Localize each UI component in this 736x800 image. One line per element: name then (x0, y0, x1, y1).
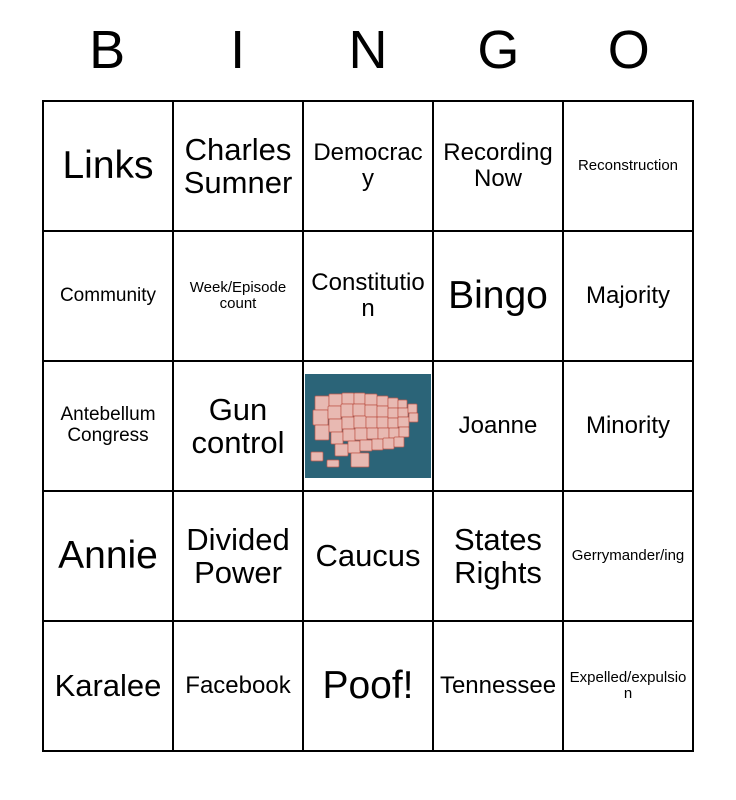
bingo-cell-label: Expelled/expulsion (569, 668, 687, 702)
bingo-cell[interactable] (174, 492, 304, 622)
bingo-cell-free[interactable] (434, 232, 564, 362)
header-letter-b: B (89, 20, 126, 80)
bingo-cell-label: Community (59, 284, 157, 306)
bingo-cell-label: Gerrymander/ing (571, 546, 685, 564)
bingo-cell[interactable] (304, 492, 434, 622)
bingo-cell-label: Joanne (458, 412, 538, 440)
bingo-grid (42, 100, 694, 752)
header-letter-n: N (348, 20, 388, 80)
bingo-cell-label: Poof! (322, 663, 414, 707)
bingo-cell-label: Karalee (54, 668, 162, 704)
bingo-row (44, 622, 694, 752)
bingo-cell[interactable] (304, 232, 434, 362)
bingo-cell-label: Majority (585, 282, 670, 310)
bingo-cell-label: Minority (585, 412, 670, 440)
bingo-cell[interactable] (564, 102, 694, 232)
bingo-cell[interactable] (44, 102, 174, 232)
bingo-cell[interactable] (434, 362, 564, 492)
bingo-cell-label: States Rights (454, 521, 542, 590)
bingo-cell-label: Constitution (311, 269, 425, 322)
bingo-cell-label: Charles Sumner (183, 131, 293, 200)
bingo-cell[interactable] (174, 622, 304, 752)
bingo-cell[interactable] (174, 232, 304, 362)
bingo-header (42, 0, 694, 100)
bingo-row (44, 492, 694, 622)
bingo-cell-label: Week/Episode count (189, 278, 287, 312)
bingo-cell-label: Gun control (191, 391, 285, 460)
card-footer-space (0, 752, 736, 800)
bingo-cell[interactable] (44, 492, 174, 622)
bingo-cell-label: Annie (58, 533, 158, 577)
bingo-cell[interactable] (434, 102, 564, 232)
bingo-cell-label: Tennessee (439, 672, 557, 700)
bingo-cell[interactable] (564, 622, 694, 752)
bingo-cell-label: Divided Power (186, 521, 290, 590)
bingo-cell-label: Democracy (313, 139, 423, 192)
bingo-cell-label: Facebook (185, 672, 291, 700)
bingo-cell-label: Antebellum Congress (60, 404, 156, 446)
bingo-cell[interactable] (174, 102, 304, 232)
bingo-cell[interactable] (564, 362, 694, 492)
header-letter-g: G (477, 20, 520, 80)
usa-map-states-image (305, 374, 431, 478)
header-letter-i: I (230, 20, 246, 80)
bingo-row (44, 102, 694, 232)
bingo-cell[interactable] (564, 232, 694, 362)
bingo-row (44, 232, 694, 362)
bingo-cell-label: Links (62, 143, 154, 187)
bingo-cell-image[interactable] (304, 362, 434, 492)
bingo-cell-label: Caucus (315, 538, 421, 574)
bingo-row (44, 362, 694, 492)
bingo-cell[interactable] (564, 492, 694, 622)
bingo-cell[interactable] (434, 492, 564, 622)
bingo-cell[interactable] (44, 622, 174, 752)
bingo-cell[interactable] (174, 362, 304, 492)
bingo-cell[interactable] (44, 362, 174, 492)
bingo-cell-label: Reconstruction (577, 156, 679, 174)
bingo-cell[interactable] (304, 622, 434, 752)
header-letter-o: O (607, 20, 650, 80)
bingo-cell[interactable] (434, 622, 564, 752)
bingo-cell-label: Recording Now (443, 139, 553, 192)
bingo-cell[interactable] (304, 102, 434, 232)
bingo-cell[interactable] (44, 232, 174, 362)
bingo-cell-label: Bingo (448, 273, 548, 317)
